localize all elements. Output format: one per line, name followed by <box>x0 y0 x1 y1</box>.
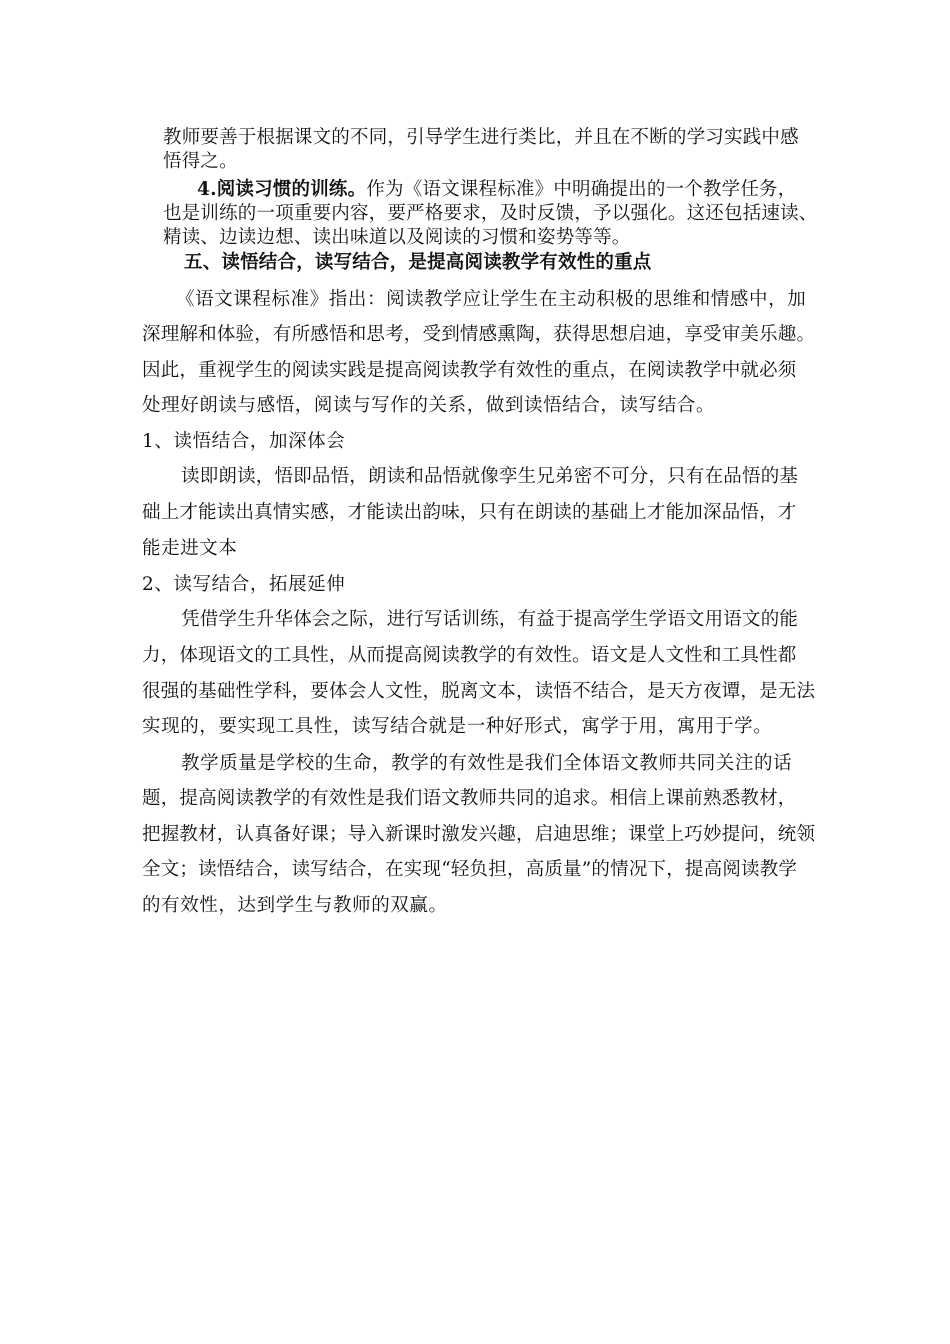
item-4-text: 作为《语文课程标准》中明确提出的一个教学任务， <box>366 179 797 200</box>
paragraph-line: 凭借学生升华体会之际，进行写话训练，有益于提高学生学语文用语文的能 <box>181 609 799 630</box>
paragraph-line: 全文；读悟结合，读写结合，在实现“轻负担，高质量”的情况下，提高阅读教学 <box>142 859 798 880</box>
subsection-heading: 2、读写结合，拓展延伸 <box>142 574 346 595</box>
paragraph-line: 悟得之。 <box>163 151 238 172</box>
paragraph-line: 读即朗读，悟即品悟，朗读和品悟就像孪生兄弟密不可分，只有在品悟的基 <box>181 466 799 487</box>
paragraph-line: 题，提高阅读教学的有效性是我们语文教师共同的追求。相信上课前熟悉教材， <box>142 788 797 809</box>
paragraph-line: 也是训练的一项重要内容，要严格要求，及时反馈，予以强化。这还包括速读、 <box>163 203 818 224</box>
paragraph-line: 教学质量是学校的生命，教学的有效性是我们全体语文教师共同关注的话 <box>181 753 793 774</box>
paragraph-line: 处理好朗读与感悟，阅读与写作的关系，做到读悟结合，读写结合。 <box>142 395 716 416</box>
paragraph-line: 《语文课程标准》指出：阅读教学应让学生在主动积极的思维和情感中，加 <box>176 289 807 310</box>
paragraph-line: 能走进文本 <box>142 538 238 559</box>
item-4-first-line <box>197 178 796 202</box>
paragraph-line: 实现的，要实现工具性，读写结合就是一种好形式，寓学于用，寓用于学。 <box>142 716 773 737</box>
paragraph-line: 力，体现语文的工具性，从而提高阅读教学的有效性。语文是人文性和工具性都 <box>142 645 797 666</box>
subsection-heading: 1、读悟结合，加深体会 <box>142 431 346 452</box>
section-heading: 五、读悟结合，读写结合，是提高阅读教学有效性的重点 <box>184 252 652 273</box>
item-4-heading: 4.阅读习惯的训练。 <box>197 179 367 200</box>
paragraph-line: 教师要善于根据课文的不同，引导学生进行类比，并且在不断的学习实践中感 <box>163 127 799 148</box>
paragraph-line: 础上才能读出真情实感，才能读出韵味，只有在朗读的基础上才能加深品悟，才 <box>142 502 797 523</box>
paragraph-line: 把握教材，认真备好课；导入新课时激发兴趣，启迪思维；课堂上巧妙提问，统领 <box>142 824 816 845</box>
paragraph-line: 的有效性，达到学生与教师的双赢。 <box>142 895 448 916</box>
paragraph-line: 精读、边读边想、读出味道以及阅读的习惯和姿势等等。 <box>163 227 631 248</box>
paragraph-line: 很强的基础性学科，要体会人文性，脱离文本，读悟不结合，是天方夜谭，是无法 <box>142 681 816 702</box>
paragraph-line: 因此，重视学生的阅读实践是提高阅读教学有效性的重点，在阅读教学中就必须 <box>142 360 797 381</box>
paragraph-line: 深理解和体验，有所感悟和思考，受到情感熏陶，获得思想启迪，享受审美乐趣。 <box>142 324 816 345</box>
